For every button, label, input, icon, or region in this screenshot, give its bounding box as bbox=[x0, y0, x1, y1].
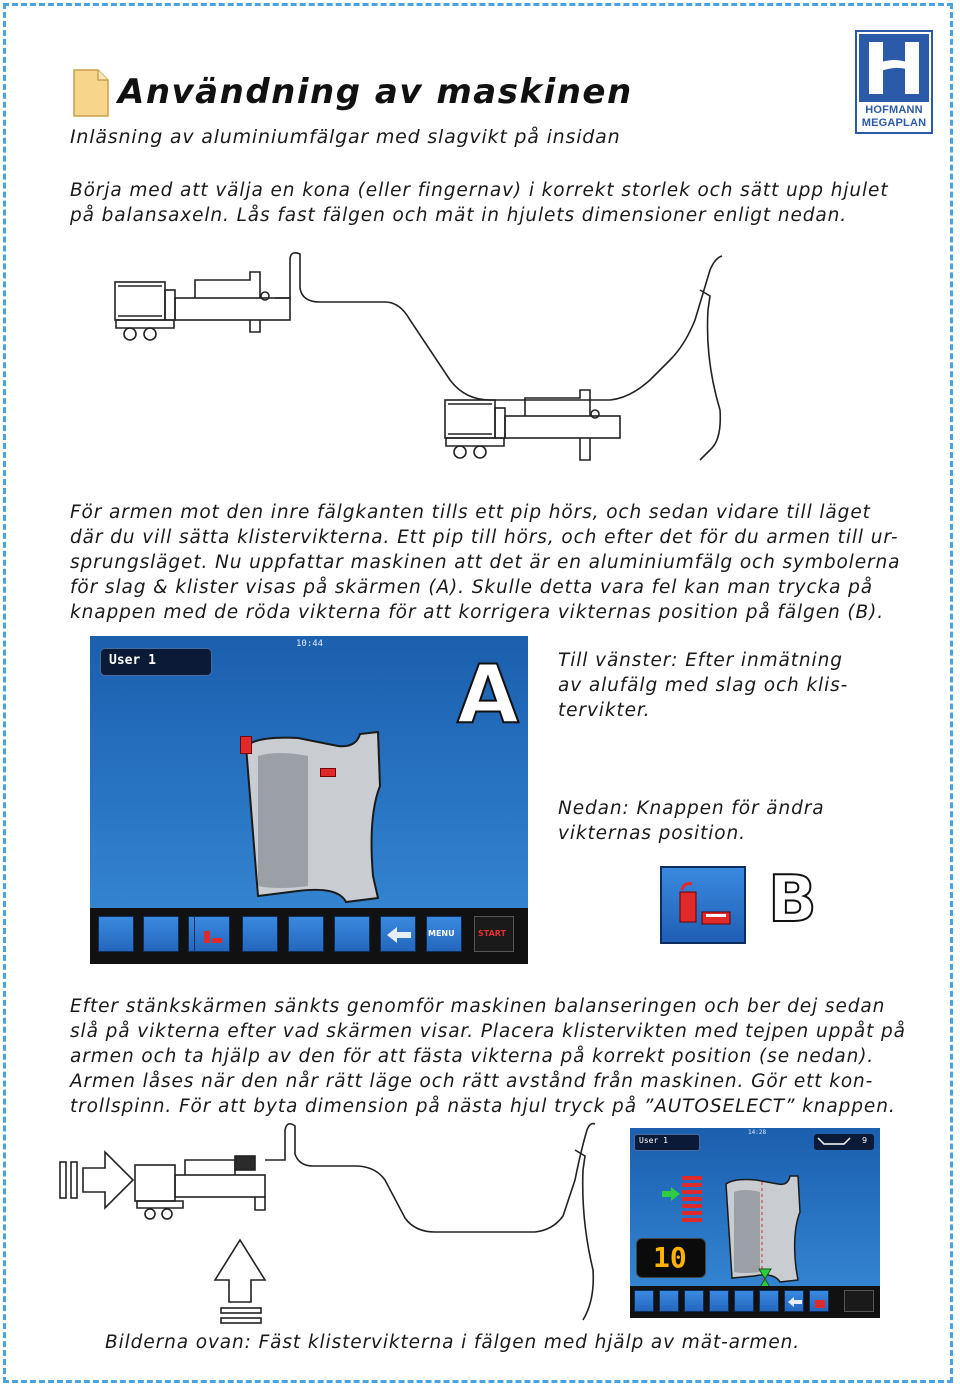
screen-button-6[interactable] bbox=[288, 916, 324, 952]
clock-display: 10:44 bbox=[296, 639, 324, 649]
screen-button-4[interactable] bbox=[709, 1290, 729, 1312]
screen-button-2[interactable] bbox=[659, 1290, 679, 1312]
arrow-left-icon bbox=[381, 917, 417, 953]
clock-display: 14:28 bbox=[748, 1129, 767, 1136]
start-button[interactable] bbox=[474, 916, 514, 952]
screen-button-1[interactable] bbox=[634, 1290, 654, 1312]
screen-button-6[interactable] bbox=[759, 1290, 779, 1312]
weight-placement-diagram bbox=[55, 1120, 615, 1330]
machine-screen-c bbox=[630, 1128, 880, 1318]
screen-button-2[interactable] bbox=[143, 916, 179, 952]
weight-position-button[interactable] bbox=[194, 916, 230, 952]
logo-text-line1: HOFMANN bbox=[865, 104, 923, 116]
wheel-indicator bbox=[814, 1134, 874, 1150]
paragraph-line: sprungsläget. Nu uppfattar maskinen att det är en aluminiumfälg och symbolerna bbox=[70, 552, 901, 573]
user-badge bbox=[634, 1134, 700, 1151]
weight-position-icon bbox=[195, 917, 231, 953]
weight-value: 10 bbox=[653, 1241, 687, 1274]
weight-value-display bbox=[636, 1238, 706, 1278]
user-label: User 1 bbox=[639, 1136, 668, 1145]
back-button[interactable] bbox=[784, 1290, 804, 1312]
caption-line: Till vänster: Efter inmätning bbox=[558, 650, 843, 671]
machine-screen-a bbox=[90, 636, 528, 964]
menu-button[interactable] bbox=[426, 916, 462, 952]
screen-button-7[interactable] bbox=[334, 916, 370, 952]
page-subtitle: Inläsning av aluminiumfälgar med slagvikt på insidan bbox=[70, 126, 621, 148]
hofmann-megaplan-logo bbox=[855, 30, 933, 134]
marker-b: B bbox=[768, 863, 817, 937]
page-title: Användning av maskinen bbox=[118, 72, 633, 112]
paragraph-line: knappen med de röda vikterna för att korrigera vikternas position på fälgen (B). bbox=[70, 602, 884, 623]
paragraph-3 bbox=[70, 994, 906, 1119]
paragraph-line: Armen låses när den når rätt läge och rätt avstånd från maskinen. Gör ett kon- bbox=[70, 1071, 874, 1092]
start-button[interactable] bbox=[844, 1290, 874, 1312]
screen-button-5[interactable] bbox=[242, 916, 278, 952]
user-badge bbox=[100, 648, 212, 676]
paragraph-line: Börja med att välja en kona (eller fingernav) i korrekt storlek och sätt upp hjulet bbox=[70, 180, 889, 201]
logo-text-line2: MEGAPLAN bbox=[861, 117, 927, 129]
clip-weight-icon bbox=[240, 736, 252, 754]
caption-line: vikternas position. bbox=[558, 823, 746, 844]
direction-arrow-icon bbox=[662, 1186, 680, 1205]
paragraph-line: där du vill sätta klistervikterna. Ett pip till hörs, och efter det för du armen till ur- bbox=[70, 527, 899, 548]
paragraph-line: för slag & klister visas på skärmen (A). Skulle detta vara fel kan man trycka på bbox=[70, 577, 874, 598]
weight-position-button-closeup bbox=[660, 866, 746, 944]
caption-line: tervikter. bbox=[558, 700, 651, 721]
caption-line: av alufälg med slag och klis- bbox=[558, 675, 849, 696]
paragraph-line: på balansaxeln. Lås fast fälgen och mät in hjulets dimensioner enligt nedan. bbox=[70, 205, 848, 226]
screen-button-3[interactable] bbox=[684, 1290, 704, 1312]
paragraph-line: slå på vikterna efter vad skärmen visar. Placera klistervikten med tejpen uppåt på bbox=[70, 1021, 906, 1042]
measuring-arm-diagram bbox=[110, 250, 730, 470]
caption-left-of-screen bbox=[558, 648, 848, 723]
menu-label: MENU bbox=[428, 929, 455, 938]
screen-button-1[interactable] bbox=[98, 916, 134, 952]
paragraph-1 bbox=[70, 178, 888, 228]
caption-line: Nedan: Knappen för ändra bbox=[558, 798, 825, 819]
wheel-outline-icon bbox=[814, 1134, 854, 1150]
paragraph-line: armen och ta hjälp av den för att fästa vikterna på korrekt position (se nedan). bbox=[70, 1046, 875, 1067]
arrow-left-icon bbox=[785, 1291, 805, 1313]
weight-position-icon bbox=[810, 1291, 830, 1313]
adhesive-weight-icon bbox=[320, 768, 336, 777]
wheel-count: 9 bbox=[862, 1136, 868, 1145]
rim-cross-section bbox=[238, 726, 388, 906]
paragraph-line: För armen mot den inre fälgkanten tills ett pip hörs, och sedan vidare till läget bbox=[70, 502, 871, 523]
marker-a: A bbox=[457, 648, 519, 741]
paragraph-2 bbox=[70, 500, 900, 625]
back-button[interactable] bbox=[380, 916, 416, 952]
bottom-caption: Bilderna ovan: Fäst klistervikterna i fälgen med hjälp av mät-armen. bbox=[105, 1332, 801, 1353]
position-level-bars bbox=[682, 1176, 704, 1228]
screen-button-5[interactable] bbox=[734, 1290, 754, 1312]
user-label: User 1 bbox=[109, 653, 156, 668]
screen-button-8[interactable] bbox=[809, 1290, 829, 1312]
paragraph-line: trollspinn. För att byta dimension på nästa hjul tryck på ”AUTOSELECT” knappen. bbox=[70, 1096, 896, 1117]
caption-button-b bbox=[558, 796, 824, 846]
weight-position-icon bbox=[662, 868, 744, 942]
document-icon bbox=[72, 68, 110, 118]
paragraph-line: Efter stänkskärmen sänkts genomför maskinen balanseringen och ber dej sedan bbox=[70, 996, 886, 1017]
start-label: START bbox=[478, 929, 507, 938]
